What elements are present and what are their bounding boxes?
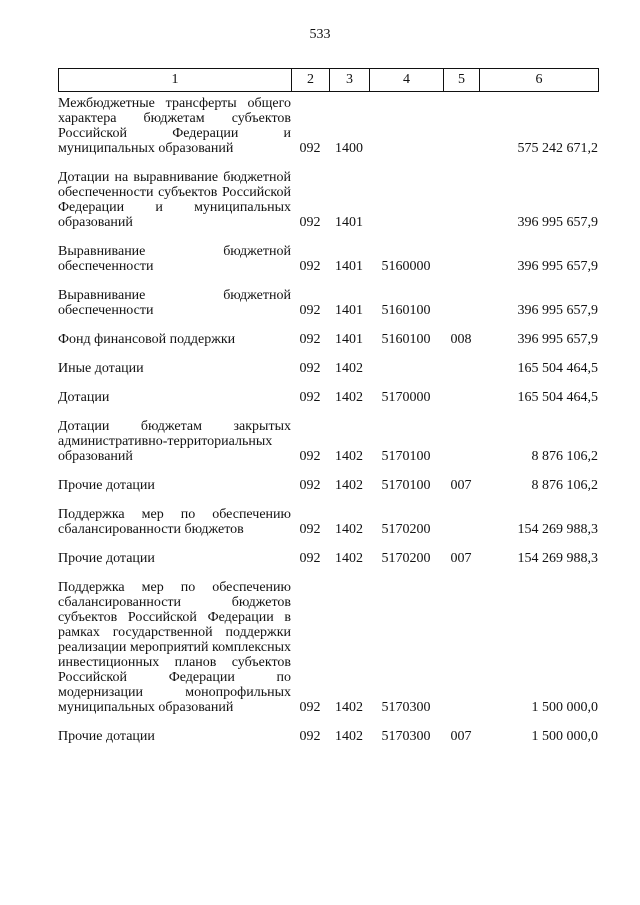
row-admin-code: 092 [299,522,321,537]
row-expense-type [443,507,479,537]
page-number: 533 [309,27,331,42]
row-section-code: 1402 [335,361,363,376]
table-row [58,361,598,376]
row-section-code: 1402 [335,551,363,566]
row-amount: 1 500 000,0 [531,700,598,715]
row-target-code: 5170000 [381,390,431,405]
row-amount: 396 995 657,9 [517,259,598,274]
row-amount: 575 242 671,2 [517,141,598,156]
table-row [58,478,598,493]
row-spacer [58,376,598,390]
row-admin-code: 092 [299,141,321,156]
table-row [58,419,598,464]
row-spacer [58,318,598,332]
row-admin-code: 092 [299,259,321,274]
row-expense-type [443,580,479,715]
row-amount: 396 995 657,9 [517,303,598,318]
row-name: Дотации бюджетам закрытых административно-территориальных образований [58,419,291,464]
row-section-code: 1402 [335,390,363,405]
column-header-2: 2 [292,69,330,92]
row-name: Межбюджетные трансферты общего характера бюджетам субъектов Российской Федерации и муниципальных образований [58,96,291,156]
row-amount: 165 504 464,5 [517,361,598,376]
table-row [58,580,598,715]
row-name: Поддержка мер по обеспечению сбалансированности бюджетов [58,507,291,537]
row-expense-type [443,361,479,376]
table-row [58,96,598,156]
row-spacer [58,230,598,244]
column-header-4: 4 [370,69,444,92]
table-row [58,332,598,347]
row-name: Дотации [58,390,110,405]
row-section-code: 1401 [335,303,363,318]
column-header-3: 3 [330,69,370,92]
row-section-code: 1401 [335,332,363,347]
row-admin-code: 092 [299,700,321,715]
row-amount: 154 269 988,3 [517,551,598,566]
row-section-code: 1402 [335,729,363,744]
row-admin-code: 092 [299,332,321,347]
row-admin-code: 092 [299,449,321,464]
row-name: Прочие дотации [58,551,155,566]
row-target-code: 5170100 [381,478,431,493]
row-target-code: 5160100 [381,332,431,347]
table-row [58,551,598,566]
row-target-code: 5170200 [381,522,431,537]
table-row [58,244,598,274]
row-expense-type [443,288,479,318]
row-name: Выравнивание бюджетной обеспеченности [58,244,291,274]
table-row [58,729,598,744]
row-name: Поддержка мер по обеспечению сбалансированности бюджетов субъектов Российской Федерации в рамках государственной поддержки реализации мероприятий комплексных инвестиционных планов субъектов Российской Федерации по модернизации монопрофильных муниципальных образований [58,580,291,715]
row-admin-code: 092 [299,361,321,376]
row-admin-code: 092 [299,729,321,744]
row-amount: 8 876 106,2 [531,449,598,464]
row-spacer [58,347,598,361]
column-header-6: 6 [480,69,599,92]
row-admin-code: 092 [299,215,321,230]
column-header-table [58,68,599,92]
row-amount: 396 995 657,9 [517,215,598,230]
row-target-code: 5170300 [381,700,431,715]
row-section-code: 1401 [335,259,363,274]
row-spacer [58,274,598,288]
row-admin-code: 092 [299,551,321,566]
row-spacer [58,493,598,507]
table-row [58,390,598,405]
row-target-code [369,96,443,156]
row-target-code [369,361,443,376]
row-name: Иные дотации [58,361,144,376]
row-expense-type [443,419,479,464]
row-expense-type: 007 [450,551,472,566]
table-row [58,507,598,537]
row-spacer [58,405,598,419]
row-expense-type [443,96,479,156]
row-amount: 396 995 657,9 [517,332,598,347]
row-target-code: 5160100 [381,303,431,318]
row-expense-type [443,390,479,405]
row-section-code: 1402 [335,478,363,493]
row-admin-code: 092 [299,303,321,318]
row-spacer [58,464,598,478]
row-amount: 8 876 106,2 [531,478,598,493]
row-target-code: 5160000 [381,259,431,274]
row-amount: 165 504 464,5 [517,390,598,405]
row-section-code: 1401 [335,215,363,230]
row-admin-code: 092 [299,478,321,493]
row-section-code: 1400 [335,141,363,156]
row-expense-type [443,170,479,230]
row-name: Выравнивание бюджетной обеспеченности [58,288,291,318]
row-target-code: 5170300 [381,729,431,744]
budget-table [58,96,598,744]
row-name: Прочие дотации [58,478,155,493]
row-admin-code: 092 [299,390,321,405]
row-target-code: 5170200 [381,551,431,566]
row-expense-type [443,244,479,274]
row-target-code [369,170,443,230]
table-row [58,170,598,230]
column-header-1: 1 [59,69,292,92]
row-section-code: 1402 [335,700,363,715]
row-spacer [58,537,598,551]
row-name: Дотации на выравнивание бюджетной обеспеченности субъектов Российской Федерации и муниципальных образований [58,170,291,230]
budget-table-body [58,96,598,744]
row-name: Прочие дотации [58,729,155,744]
column-header-5: 5 [444,69,480,92]
row-spacer [58,715,598,729]
row-amount: 154 269 988,3 [517,522,598,537]
row-name: Фонд финансовой поддержки [58,332,236,347]
row-section-code: 1402 [335,522,363,537]
row-section-code: 1402 [335,449,363,464]
row-target-code: 5170100 [381,449,431,464]
row-spacer [58,566,598,580]
row-spacer [58,156,598,170]
column-header-row [59,69,599,92]
table-row [58,288,598,318]
row-expense-type: 007 [450,729,472,744]
row-expense-type: 008 [450,332,472,347]
row-expense-type: 007 [450,478,472,493]
row-amount: 1 500 000,0 [531,729,598,744]
